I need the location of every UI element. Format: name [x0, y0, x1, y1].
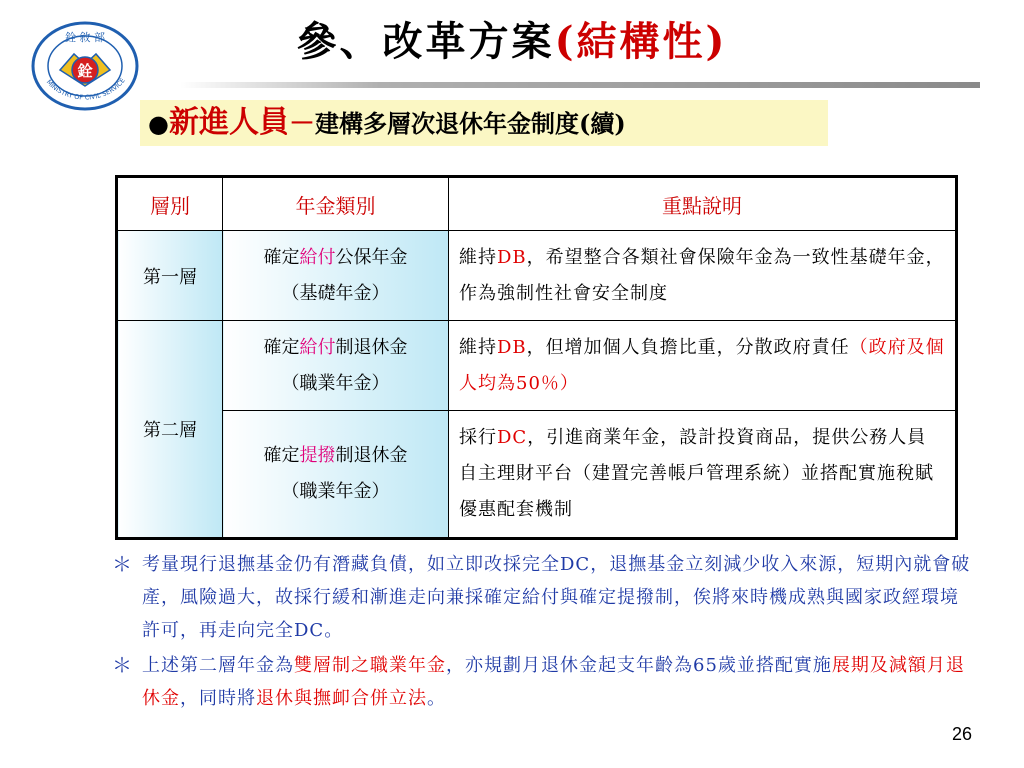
desc-text: ，希望整合各類社會保險年金為一致性基礎年金，作為強制性社會安全制度 — [459, 246, 945, 304]
footnote-text: ，亦規劃月退休金起支年齡為65歲並搭配實施 — [446, 655, 832, 676]
kind-prefix: 確定 — [263, 445, 300, 466]
logo-center-char: 銓 — [77, 62, 93, 80]
logo-top-text: 銓 敘 部 — [65, 31, 105, 44]
subtitle-dash: － — [288, 109, 315, 139]
subtitle-highlight: 新進人員 — [168, 105, 289, 140]
kind-suffix: 制退休金 — [335, 445, 408, 466]
footnotes — [112, 548, 972, 717]
description-cell — [449, 411, 957, 539]
kind-subtitle: （職業年金） — [281, 481, 390, 502]
kind-cell — [223, 321, 449, 411]
desc-lead: 維持 — [459, 336, 497, 358]
header-layer: 層別 — [117, 177, 223, 231]
subtitle-rest: 建構多層次退休年金制度(續) — [314, 109, 626, 138]
layer-cell: 第二層 — [117, 321, 223, 539]
kind-suffix: 公保年金 — [335, 246, 408, 268]
desc-lead: 採行 — [459, 427, 497, 448]
footnote-text: 考量現行退撫基金仍有潛藏負債，如立即改採完全DC，退撫基金立刻減少收入來源，短期內就會破產，風險過大，故採行緩和漸進走向兼採確定給付與確定提撥制，俟將來時機成熟與國家政經環境許可，再走向完全DC。 — [142, 554, 971, 641]
kind-highlight: 給付 — [299, 336, 336, 358]
footnote-highlight: 展期及減額月退休金 — [142, 655, 965, 709]
kind-highlight: 提撥 — [299, 445, 336, 466]
footnote-text: 。 — [427, 688, 446, 709]
kind-prefix: 確定 — [263, 336, 300, 358]
table-row — [117, 321, 957, 411]
header-kind: 年金類別 — [223, 177, 449, 231]
table-row — [117, 231, 957, 321]
desc-lead: 維持 — [459, 246, 497, 268]
table-header-row — [117, 177, 957, 231]
asterisk-icon: ＊ — [112, 552, 133, 576]
title-main: 參、改革方案 — [296, 18, 555, 65]
title-paren: (結構性) — [554, 18, 728, 65]
kind-highlight: 給付 — [299, 246, 336, 268]
footnote-item — [112, 548, 972, 647]
footnote-highlight: 退休與撫卹合併立法 — [256, 688, 427, 709]
description-cell — [449, 231, 957, 321]
desc-text: ，但增加個人負擔比重，分散政府責任 — [526, 336, 850, 358]
footnote-item — [112, 649, 972, 715]
bullet-icon: ● — [148, 109, 169, 138]
slide-title — [0, 14, 1024, 70]
logo-ring-text: MINISTRY OF CIVIL SERVICE — [44, 76, 127, 102]
desc-model: DB — [497, 336, 527, 358]
kind-subtitle: （基礎年金） — [281, 282, 390, 304]
kind-cell — [223, 411, 449, 539]
description-cell — [449, 321, 957, 411]
subtitle-banner — [140, 100, 828, 146]
footnote-highlight: 雙層制之職業年金 — [294, 655, 446, 676]
desc-note: （政府及個人均為50％） — [459, 336, 945, 394]
kind-cell — [223, 231, 449, 321]
header-description: 重點說明 — [449, 177, 957, 231]
kind-suffix: 制退休金 — [335, 336, 408, 358]
desc-model: DB — [497, 246, 527, 268]
desc-text: ，引進商業年金，設計投資商品，提供公務人員自主理財平台（建置完善帳戶管理系統）並搭配實施稅賦優惠配套機制 — [459, 427, 934, 520]
kind-prefix: 確定 — [263, 246, 300, 268]
footnote-text: 上述第二層年金為 — [142, 655, 294, 676]
page-number: 26 — [951, 724, 972, 744]
kind-subtitle: （職業年金） — [281, 372, 390, 394]
desc-model: DC — [497, 427, 528, 448]
table-row — [117, 411, 957, 539]
footnote-text: ，同時將 — [180, 688, 256, 709]
title-divider — [180, 82, 980, 88]
layer-cell: 第一層 — [117, 231, 223, 321]
pension-layer-table — [115, 175, 958, 540]
asterisk-icon: ＊ — [112, 653, 133, 677]
